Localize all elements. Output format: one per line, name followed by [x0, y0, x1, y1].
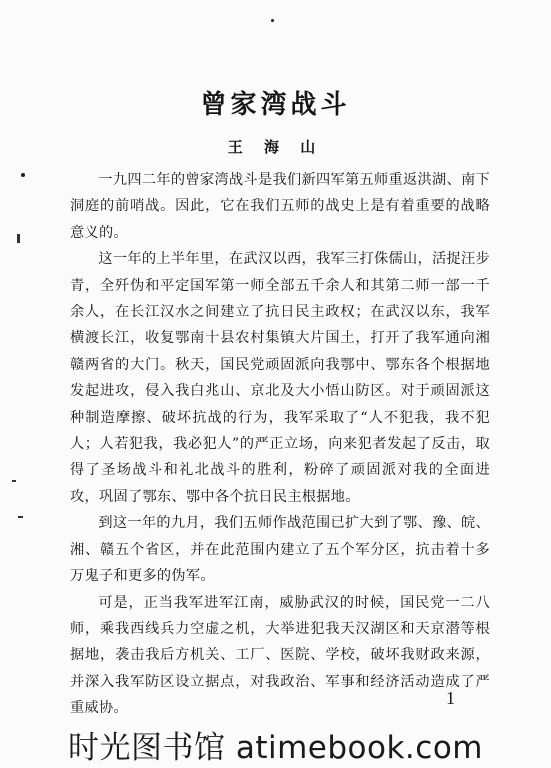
paragraph: 这一年的上半年里，在武汉以西，我军三打侏儒山，活捉汪步青，全歼伪和平定国军第一师全部五千余人和其第二师一部一千余人，在长江汉水之间建立了抗日民主政权；在武汉以东，我军横渡长江，收复鄂南十县农村集镇大片国土，打开了我军通向湘赣两省的大门。秋天，国民党顽固派向我鄂中、鄂东各个根据地发起进攻，侵入我白兆山、京北及大小悟山防区。对于顽固派这种制造摩擦、破坏抗战的行为，我军采取了“人不犯我，我不犯人；人若犯我，我必犯人”的严正立场，向来犯者发起了反击，取得了圣场战斗和礼北战斗的胜利，粉碎了顽固派对我的全面进攻，巩固了鄂东、鄂中各个抗日民主根据地。 — [70, 251, 490, 505]
paragraph: 到这一年的九月，我们五师作战范围已扩大到了鄂、豫、皖、湘、赣五个省区，并在此范围内建立了五个军分区，抗击着十多万鬼子和更多的伪军。 — [70, 515, 490, 585]
scan-speck — [271, 19, 274, 22]
article-title: 曾家湾战斗 — [200, 90, 351, 120]
paragraph: 一九四二年的曾家湾战斗是我们新四军第五师重返洪湖、南下洞庭的前哨战。因此，它在我们五师的战史上是有着重要的战略意义的。 — [70, 172, 490, 241]
scan-mark — [17, 234, 20, 243]
paragraph: 可是，正当我军进军江南，威胁武汉的时候，国民党一二八师，乘我西线兵力空虚之机，大举进犯我天汉湖区和天京潜等根据地，袭击我后方机关、工厂、医院、学校，破坏我财政来源，并深入我军防区设立据点，对我政治、军事和经济活动造成了严重威协。 — [70, 594, 490, 717]
page-number: 1 — [446, 688, 455, 708]
scan-mark — [12, 480, 16, 482]
article-author: 王 海 山 — [227, 138, 324, 156]
article-body — [70, 167, 490, 722]
scan-speck — [21, 173, 25, 177]
scan-mark — [18, 516, 23, 518]
site-watermark: 时光图书馆 atimebook.com — [67, 729, 483, 766]
